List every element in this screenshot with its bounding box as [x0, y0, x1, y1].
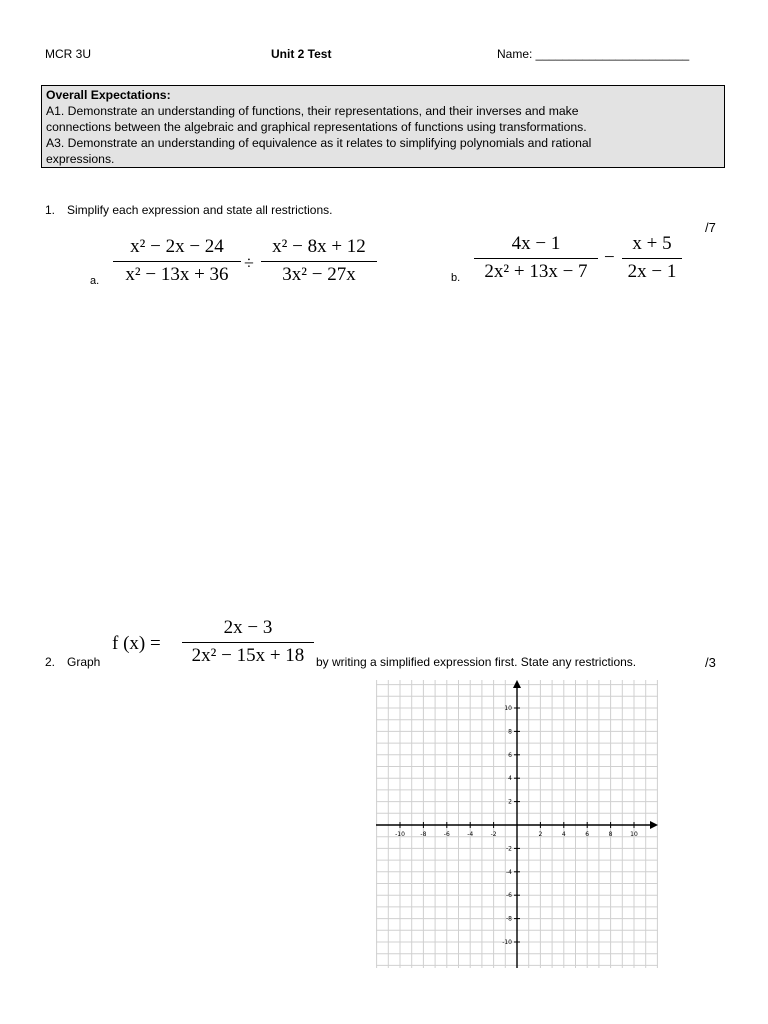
q2-instructions: by writing a simplified expression first. State any restrictions.	[316, 655, 637, 669]
x-tick-label: 8	[608, 831, 613, 838]
expectation-line: connections between the algebraic and graphical representations of functions using transformations.	[46, 120, 587, 134]
test-title: Unit 2 Test	[271, 47, 332, 61]
y-axis-arrow	[513, 680, 521, 688]
q1b-frac1-denominator: 2x² + 13x − 7	[484, 261, 588, 282]
y-tick-label: -8	[506, 915, 512, 923]
y-tick-label: 10	[504, 705, 512, 712]
x-axis-arrow	[650, 821, 658, 829]
expectation-line: A1. Demonstrate an understanding of functions, their representations, and their inverses and make	[46, 104, 579, 118]
q1a-frac1-numerator: x² − 2x − 24	[130, 236, 224, 257]
q2-graph-word: Graph	[67, 655, 101, 669]
x-tick-label: 2	[538, 831, 543, 838]
q1-instructions: Simplify each expression and state all restrictions.	[67, 203, 333, 217]
y-tick-label: 4	[508, 775, 512, 783]
q1b-frac2-denominator: 2x − 1	[627, 261, 677, 282]
overall-expectations-box	[41, 85, 725, 168]
q1a-frac2-denominator: 3x² − 27x	[282, 264, 356, 285]
course-code: MCR 3U	[45, 47, 92, 61]
q1a-label: a.	[90, 275, 100, 287]
x-tick-label: -10	[395, 831, 405, 838]
y-tick-label: -10	[502, 939, 512, 946]
q1-marks: /7	[705, 220, 716, 235]
q2-marks: /3	[705, 655, 716, 670]
coordinate-grid[interactable]	[370, 678, 670, 970]
q1b-fraction-1	[474, 233, 598, 283]
q2-numerator: 2x − 3	[223, 617, 273, 638]
axes	[376, 680, 658, 968]
q2-number: 2.	[45, 655, 56, 669]
expectations-heading: Overall Expectations:	[46, 88, 171, 102]
x-tick-label: 10	[630, 831, 638, 838]
q2-fraction	[182, 617, 314, 667]
q1b-minus-operator: −	[604, 247, 615, 268]
q1a-frac2-numerator: x² − 8x + 12	[272, 236, 366, 257]
y-tick-label: 6	[508, 751, 512, 759]
x-tick-label: -8	[420, 831, 427, 838]
y-tick-label: -6	[506, 892, 512, 900]
expectation-line: A3. Demonstrate an understanding of equivalence as it relates to simplifying polynomials and rational	[46, 136, 592, 150]
q1b-label: b.	[451, 272, 461, 284]
q1a-division-operator: ÷	[244, 253, 254, 273]
q1a-frac1-denominator: x² − 13x + 36	[125, 264, 229, 285]
x-tick-label: -4	[467, 831, 474, 838]
x-tick-label: 4	[561, 831, 566, 838]
q1b-frac2-numerator: x + 5	[632, 233, 672, 254]
q1a-fraction-2	[261, 236, 377, 286]
expectation-line: expressions.	[46, 152, 115, 166]
y-tick-label: 8	[508, 728, 512, 736]
x-tick-label: 6	[585, 831, 590, 838]
q2-denominator: 2x² − 15x + 18	[191, 645, 305, 666]
q2-function-name: f (x) =	[112, 633, 161, 654]
q1-number: 1.	[45, 203, 56, 217]
q1a-fraction-1	[113, 236, 241, 286]
q1b-frac1-numerator: 4x − 1	[511, 233, 561, 254]
q1b-fraction-2	[622, 233, 682, 283]
y-tick-label: -4	[506, 868, 512, 876]
y-tick-label: 2	[508, 798, 512, 806]
name-field-label[interactable]: Name: _______________________	[497, 47, 690, 61]
x-tick-label: -6	[443, 831, 450, 838]
x-tick-label: -2	[490, 831, 497, 838]
y-tick-label: -2	[506, 845, 512, 853]
